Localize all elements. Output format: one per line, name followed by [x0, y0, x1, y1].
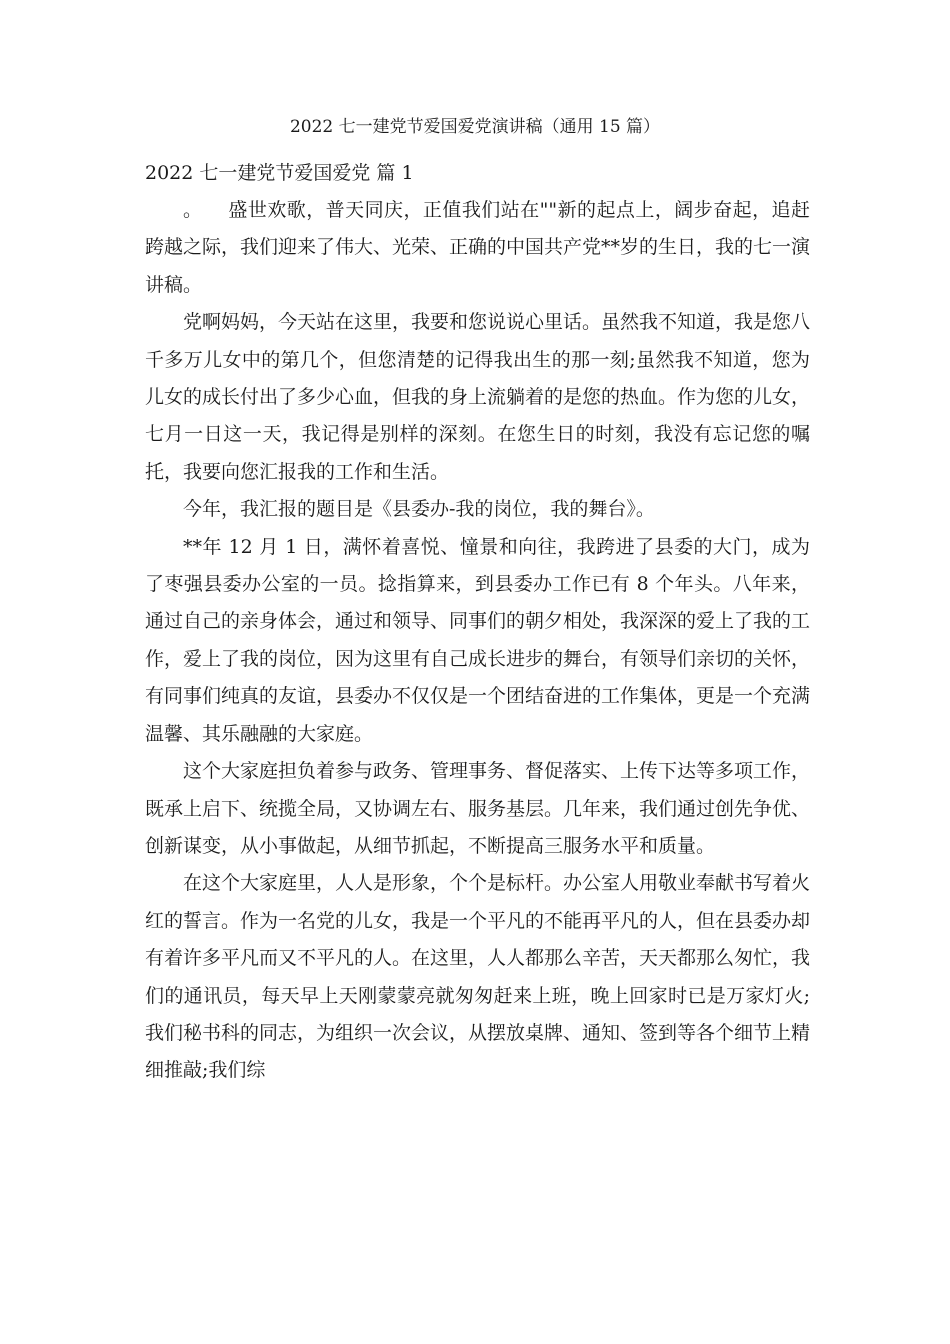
document-body — [145, 192, 810, 1090]
document-title: 2022 七一建党节爱国爱党演讲稿（通用 15 篇） — [289, 117, 661, 137]
paragraph: 这个大家庭担负着参与政务、管理事务、督促落实、上传下达等多项工作，既承上启下、统揽全局，又协调左右、服务基层。几年来，我们通过创先争优、创新谋变，从小事做起，从细节抓起，不断提高三服务水平和质量。 — [145, 760, 811, 857]
paragraph: 在这个大家庭里，人人是形象，个个是标杆。办公室人用敬业奉献书写着火红的誓言。作为一名党的儿女，我是一个平凡的不能再平凡的人，但在县委办却有着许多平凡而又不平凡的人。在这里，人人都那么辛苦，天天都那么匆忙，我们的通讯员，每天早上天刚蒙蒙亮就匆匆赶来上班，晚上回家时已是万家灯火;我们秘书科的同志，为组织一次会议，从摆放桌牌、通知、签到等各个细节上精细推敲;我们综 — [145, 872, 811, 1082]
paragraph: 党啊妈妈，今天站在这里，我要和您说说心里话。虽然我不知道，我是您八千多万儿女中的第几个，但您清楚的记得我出生的那一刻;虽然我不知道，您为儿女的成长付出了多少心血，但我的身上流躺着的是您的热血。作为您的儿女，七月一日这一天，我记得是别样的深刻。在您生日的时刻，我没有忘记您的嘱托，我要向您汇报我的工作和生活。 — [145, 311, 811, 483]
paragraph: **年 12 月 1 日，满怀着喜悦、憧景和向往，我跨进了县委的大门，成为了枣强县委办公室的一员。捻指算来，到县委办工作已有 8 个年头。八年来，通过自己的亲身体会，通过和领导、同事们的朝夕相处，我深深的爱上了我的工作，爱上了我的岗位，因为这里有自己成长进步的舞台，有领导们亲切的关怀，有同事们纯真的友谊，县委办不仅仅是一个团结奋进的工作集体，更是一个充满温馨、其乐融融的大家庭。 — [145, 535, 811, 745]
paragraph: 。 盛世欢歌，普天同庆，正值我们站在""新的起点上，阔步奋起，追赶跨越之际，我们迎来了伟大、光荣、正确的中国共产党**岁的生日，我的七一演讲稿。 — [145, 199, 811, 296]
section-heading: 2022 七一建党节爱国爱党 篇 1 — [145, 162, 414, 184]
paragraph: 今年，我汇报的题目是《县委办-我的岗位，我的舞台》。 — [183, 498, 655, 521]
